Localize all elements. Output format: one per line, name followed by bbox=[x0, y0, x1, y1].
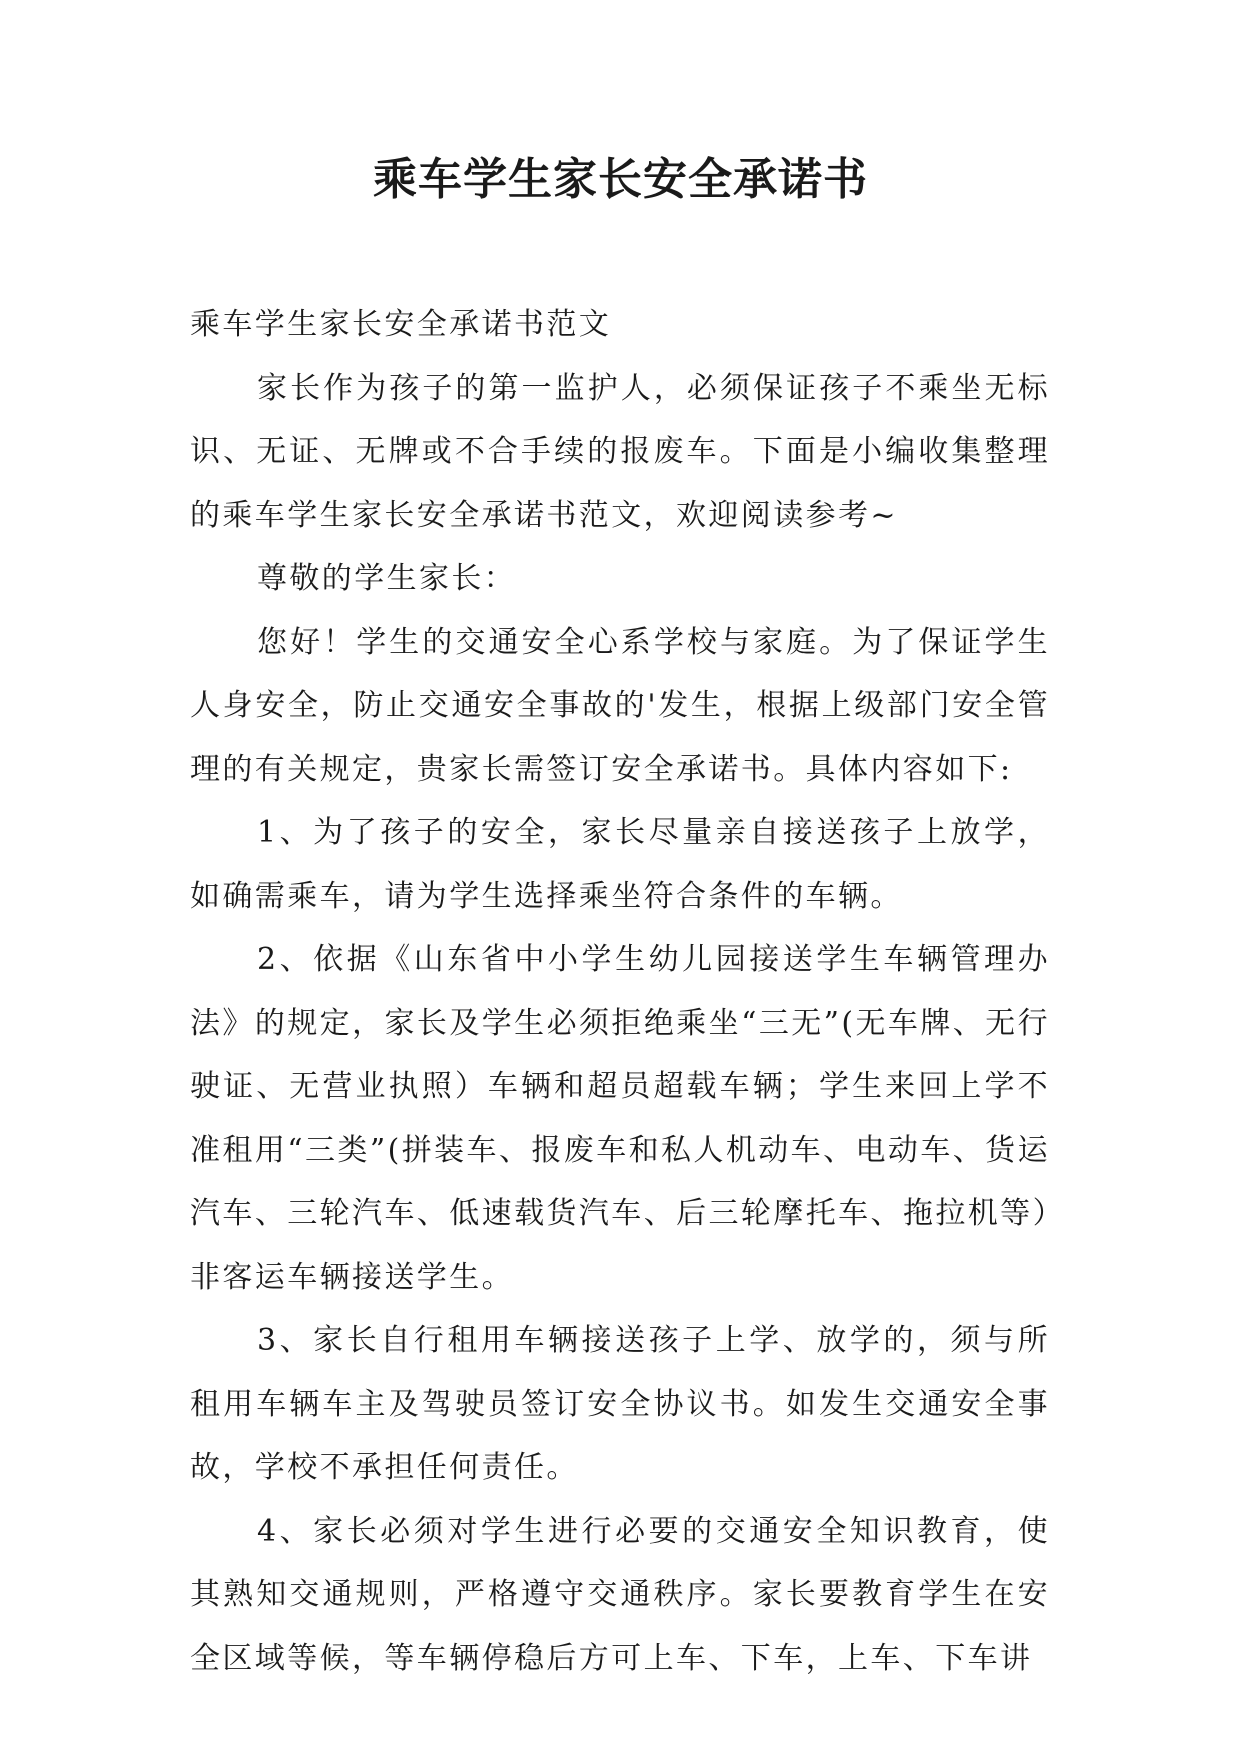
intro-paragraph: 家长作为孩子的第一监护人，必须保证孩子不乘坐无标识、无证、无牌或不合手续的报废车。下面是小编收集整理的乘车学生家长安全承诺书范文，欢迎阅读参考~ bbox=[190, 370, 1050, 533]
document-title: 乘车学生家长安全承诺书 bbox=[373, 154, 868, 205]
clause-1: 1、为了孩子的安全，家长尽量亲自接送孩子上放学，如确需乘车，请为学生选择乘坐符合条件的车辆。 bbox=[190, 815, 1050, 914]
greeting-paragraph: 您好！学生的交通安全心系学校与家庭。为了保证学生人身安全，防止交通安全事故的'发生，根据上级部门安全管理的有关规定，贵家长需签订安全承诺书。具体内容如下: bbox=[190, 624, 1050, 787]
salutation: 尊敬的学生家长： bbox=[257, 561, 517, 596]
document-subtitle: 乘车学生家长安全承诺书范文 bbox=[190, 307, 612, 342]
clause-2: 2、依据《山东省中小学生幼儿园接送学生车辆管理办法》的规定，家长及学生必须拒绝乘坐“三无”(无车牌、无行驶证、无营业执照）车辆和超员超载车辆；学生来回上学不准租用“三类”(拼装车、报废车和私人机动车、电动车、货运汽车、三轮汽车、低速载货汽车、后三轮摩托车、拖拉机等）非客运车辆接送学生。 bbox=[190, 942, 1050, 1295]
document-body bbox=[190, 293, 1050, 1690]
clause-3: 3、家长自行租用车辆接送孩子上学、放学的，须与所租用车辆车主及驾驶员签订安全协议书。如发生交通安全事故，学校不承担任何责任。 bbox=[190, 1323, 1050, 1485]
clause-4: 4、家长必须对学生进行必要的交通安全知识教育，使其熟知交通规则，严格遵守交通秩序。家长要教育学生在安全区域等候，等车辆停稳后方可上车、下车，上车、下车讲 bbox=[190, 1513, 1050, 1676]
